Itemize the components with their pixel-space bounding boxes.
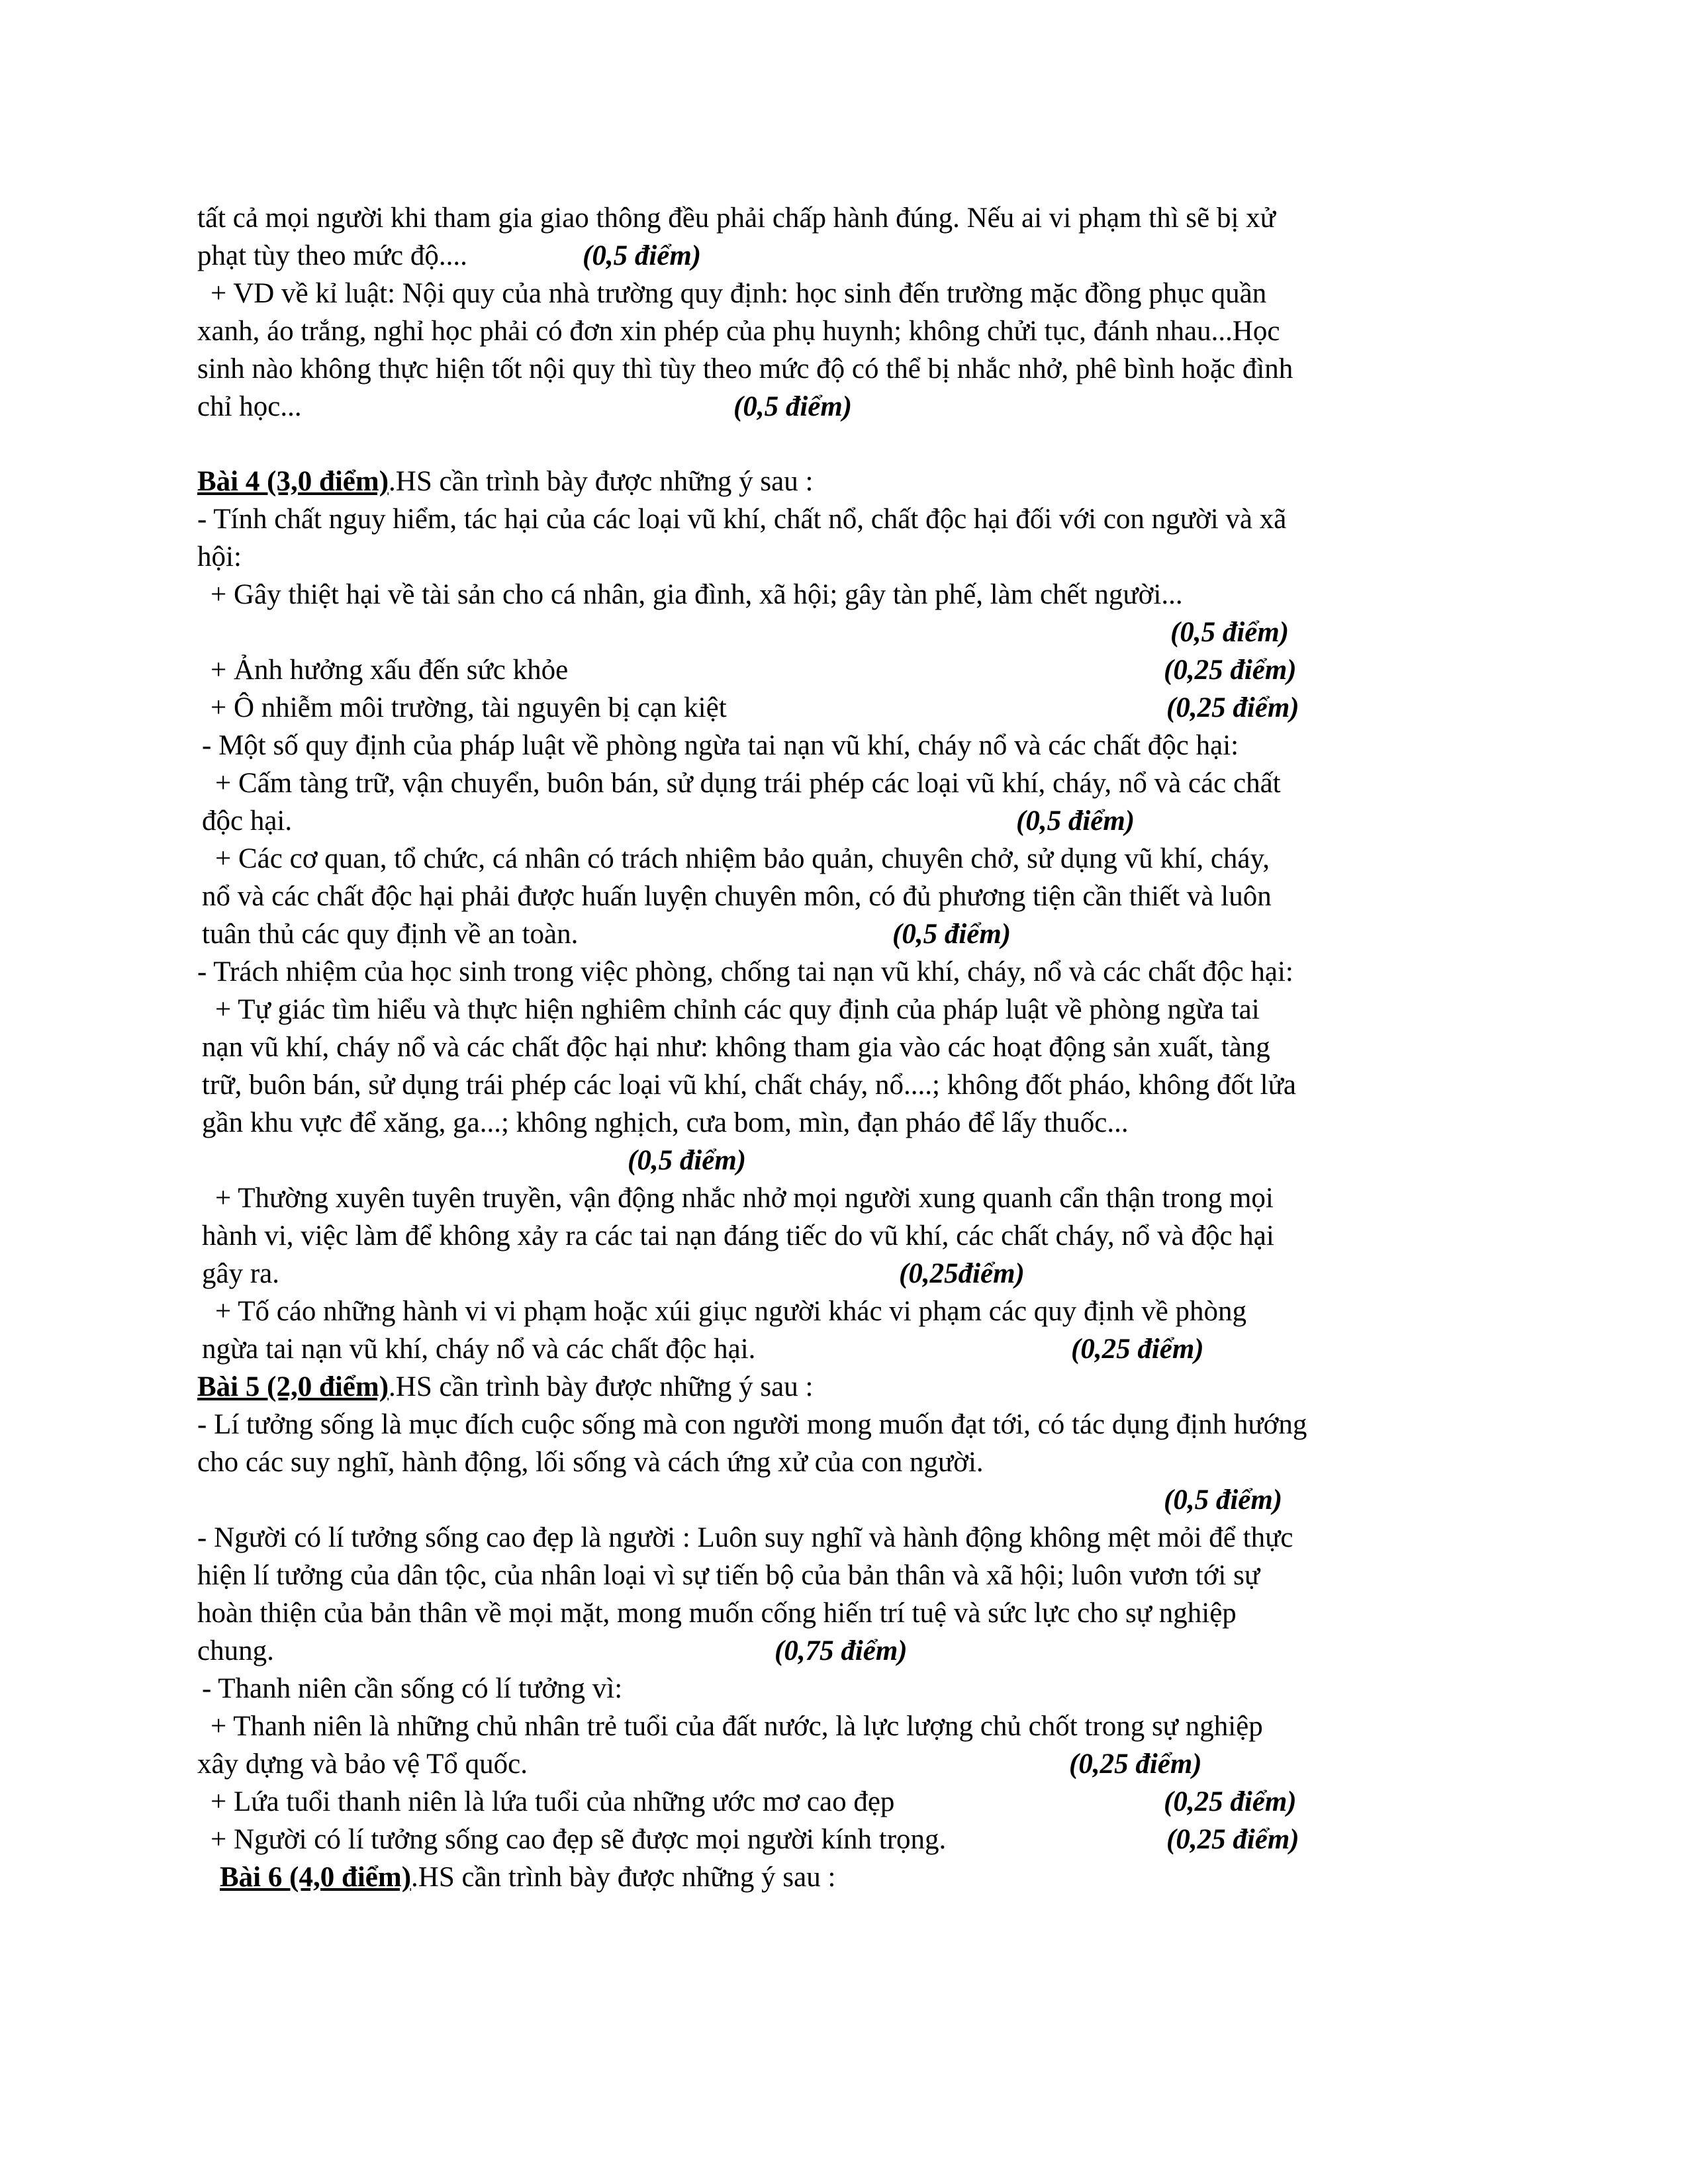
text-line: trữ, buôn bán, sử dụng trái phép các loại vũ khí, chất cháy, nổ....; không đốt pháo, không đốt lửa xyxy=(202,1069,1297,1101)
text-line: nạn vũ khí, cháy nổ và các chất độc hại như: không tham gia vào các hoạt động sản xuất, tàng xyxy=(202,1032,1270,1063)
score-label: (0,25 điểm) xyxy=(1166,692,1299,723)
text-line: ngừa tai nạn vũ khí, cháy nổ và các chất độc hại. xyxy=(202,1334,756,1365)
heading-text: .HS cần trình bày được những ý sau : xyxy=(411,1862,836,1893)
section-heading-line xyxy=(197,1373,813,1401)
bai-5-heading: Bài 5 (2,0 điểm) xyxy=(197,1371,389,1402)
bai-4-heading: Bài 4 (3,0 điểm) xyxy=(197,466,389,497)
text-line: + Tố cáo những hành vi vi phạm hoặc xúi giục người khác vi phạm các quy định về phòng xyxy=(215,1296,1247,1327)
text-line: gây ra. xyxy=(202,1258,279,1289)
text-line: + Cấm tàng trữ, vận chuyển, buôn bán, sử dụng trái phép các loại vũ khí, cháy, nổ và các chất xyxy=(215,768,1281,799)
text-line: hoàn thiện của bản thân về mọi mặt, mong muốn cống hiến trí tuệ và sức lực cho sự nghiệp xyxy=(197,1598,1237,1629)
text-line: + VD về kỉ luật: Nội quy của nhà trường quy định: học sinh đến trường mặc đồng phục quần xyxy=(211,278,1267,309)
text-line: gần khu vực để xăng, ga...; không nghịch, cưa bom, mìn, đạn pháo để lấy thuốc... xyxy=(202,1107,1129,1138)
text-line: sinh nào không thực hiện tốt nội quy thì tùy theo mức độ có thể bị nhắc nhở, phê bình hoặc đình xyxy=(197,353,1293,385)
text-line: + Lứa tuổi thanh niên là lứa tuổi của những ước mơ cao đẹp xyxy=(211,1786,895,1817)
score-label: (0,5 điểm) xyxy=(583,240,702,271)
score-label: (0,25 điểm) xyxy=(1164,655,1297,686)
score-label: (0,25 điểm) xyxy=(1071,1334,1204,1365)
text-line: chỉ học... xyxy=(197,391,302,422)
text-line: + Tự giác tìm hiểu và thực hiện nghiêm chỉnh các quy định của pháp luật về phòng ngừa tai xyxy=(215,994,1260,1025)
score-label: (0,5 điểm) xyxy=(628,1145,747,1176)
text-line: hội: xyxy=(197,541,242,572)
text-line: chung. xyxy=(197,1635,274,1666)
heading-text: .HS cần trình bày được những ý sau : xyxy=(389,1371,814,1402)
score-label: (0,5 điểm) xyxy=(1016,805,1135,837)
text-line: cho các suy nghĩ, hành động, lối sống và cách ứng xử của con người. xyxy=(197,1447,984,1478)
heading-text: .HS cần trình bày được những ý sau : xyxy=(389,466,814,497)
score-label: (0,5 điểm) xyxy=(1164,1484,1283,1516)
score-label: (0,5 điểm) xyxy=(892,919,1011,950)
score-label: (0,5 điểm) xyxy=(1170,617,1289,648)
text-line: - Lí tưởng sống là mục đích cuộc sống mà con người mong muốn đạt tới, có tác dụng định hướng xyxy=(197,1409,1307,1440)
text-line: - Tính chất nguy hiểm, tác hại của các loại vũ khí, chất nổ, chất độc hại đối với con người và xã xyxy=(197,504,1287,535)
text-line: + Các cơ quan, tổ chức, cá nhân có trách nhiệm bảo quản, chuyên chở, sử dụng vũ khí, cháy, xyxy=(215,843,1270,874)
score-label: (0,25 điểm) xyxy=(1164,1786,1297,1817)
text-line: xanh, áo trắng, nghỉ học phải có đơn xin phép của phụ huynh; không chửi tục, đánh nhau...Học xyxy=(197,316,1280,347)
section-heading-line xyxy=(197,467,813,496)
text-line: nổ và các chất độc hại phải được huấn luyện chuyên môn, có đủ phương tiện cần thiết và luôn xyxy=(202,881,1272,912)
text-line: tất cả mọi người khi tham gia giao thông đều phải chấp hành đúng. Nếu ai vi phạm thì sẽ bị xử xyxy=(197,203,1276,234)
section-heading-line xyxy=(220,1863,835,1891)
text-line: + Ảnh hưởng xấu đến sức khỏe xyxy=(211,655,569,686)
score-label: (0,25 điểm) xyxy=(1166,1824,1299,1855)
text-line: + Gây thiệt hại về tài sản cho cá nhân, gia đình, xã hội; gây tàn phế, làm chết người... xyxy=(211,579,1183,610)
text-line: - Thanh niên cần sống có lí tưởng vì: xyxy=(202,1673,623,1704)
text-line: hiện lí tưởng của dân tộc, của nhân loại vì sự tiến bộ của bản thân và xã hội; luôn vươn tới sự xyxy=(197,1560,1260,1591)
score-label: (0,75 điểm) xyxy=(774,1635,908,1666)
text-line: + Người có lí tưởng sống cao đẹp sẽ được mọi người kính trọng. xyxy=(211,1824,947,1855)
text-line: tuân thủ các quy định về an toàn. xyxy=(202,919,579,950)
bai-6-heading: Bài 6 (4,0 điểm) xyxy=(220,1862,412,1893)
score-label: (0,25điểm) xyxy=(899,1258,1025,1289)
text-line: xây dựng và bảo vệ Tổ quốc. xyxy=(197,1749,528,1780)
text-line: - Trách nhiệm của học sinh trong việc phòng, chống tai nạn vũ khí, cháy, nổ và các chất độc hại: xyxy=(197,956,1293,987)
text-line: - Một số quy định của pháp luật về phòng ngừa tai nạn vũ khí, cháy nổ và các chất độc hại: xyxy=(202,730,1239,761)
text-line: phạt tùy theo mức độ.... xyxy=(197,240,467,271)
text-line: hành vi, việc làm để không xảy ra các tai nạn đáng tiếc do vũ khí, các chất cháy, nổ và độc hại xyxy=(202,1220,1274,1251)
text-line: - Người có lí tưởng sống cao đẹp là người : Luôn suy nghĩ và hành động không mệt mỏi để thực xyxy=(197,1522,1293,1553)
text-line: + Ô nhiễm môi trường, tài nguyên bị cạn kiệt xyxy=(211,692,727,723)
text-line: + Thanh niên là những chủ nhân trẻ tuổi của đất nước, là lực lượng chủ chốt trong sự nghiệp xyxy=(211,1711,1263,1742)
text-line: + Thường xuyên tuyên truyền, vận động nhắc nhở mọi người xung quanh cẩn thận trong mọi xyxy=(215,1183,1274,1214)
score-label: (0,5 điểm) xyxy=(733,391,853,422)
score-label: (0,25 điểm) xyxy=(1069,1749,1202,1780)
text-line: độc hại. xyxy=(202,805,293,837)
